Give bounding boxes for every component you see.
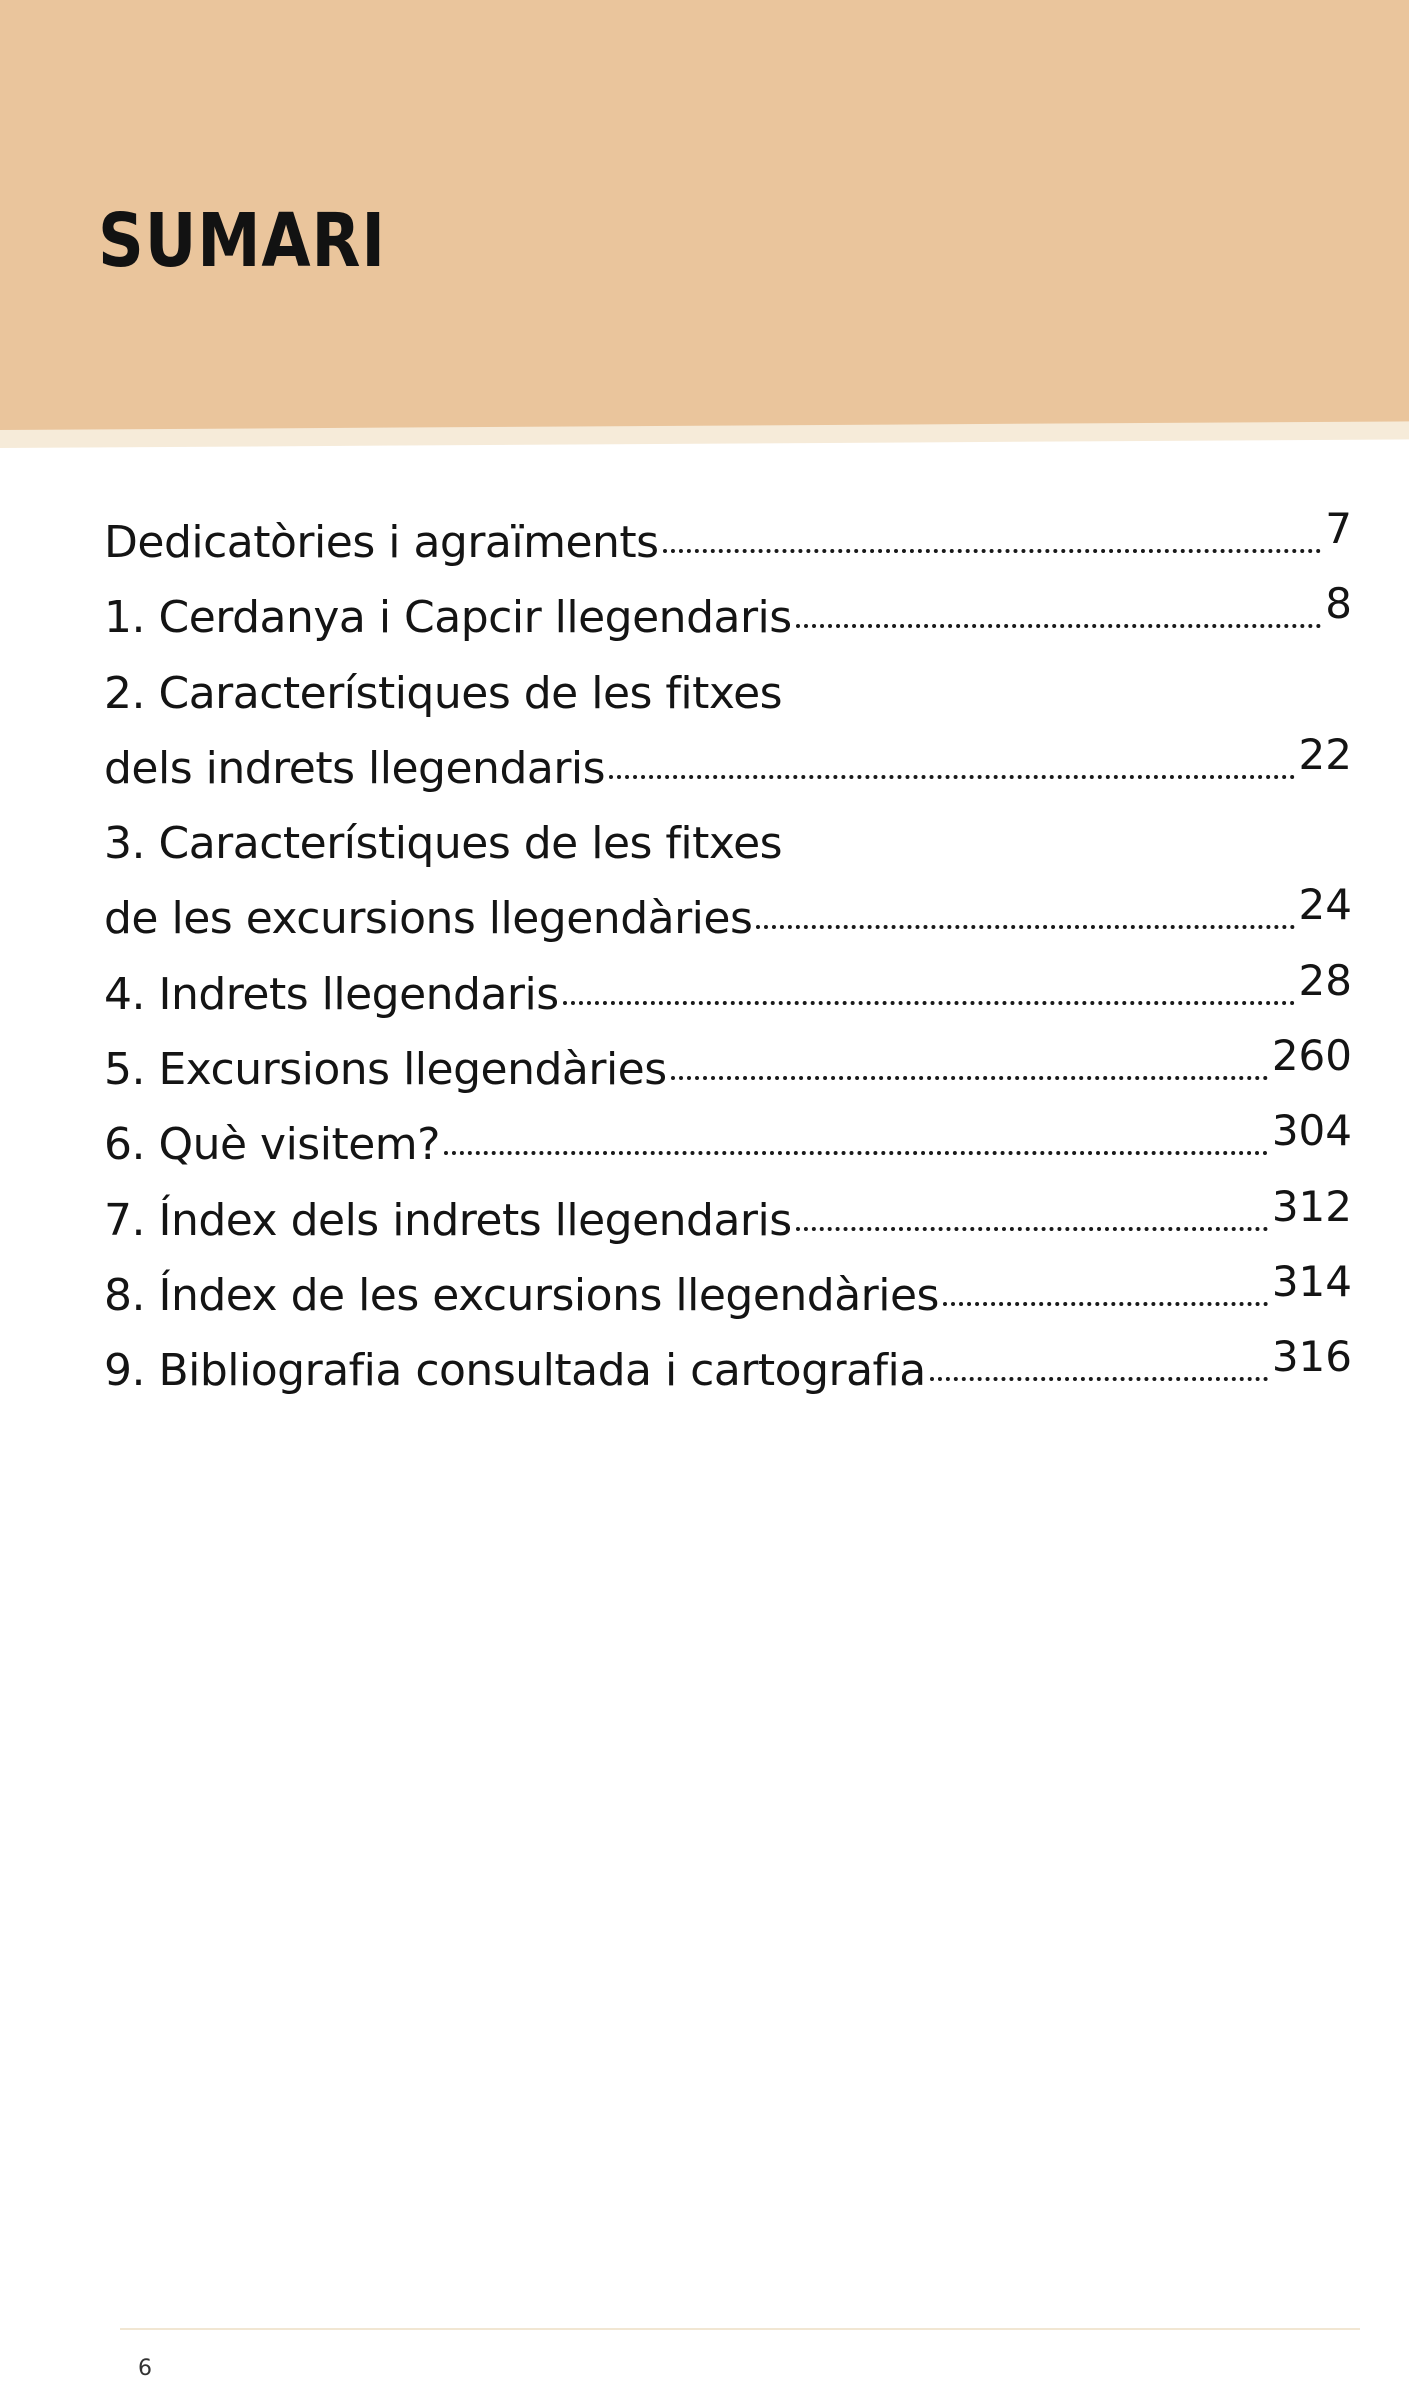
toc-entry-label: 7. Índex dels indrets llegendaris — [104, 1194, 792, 1246]
dot-leader — [444, 1151, 1268, 1155]
toc-entry-5[interactable] — [104, 1032, 1352, 1107]
toc-entry-3-line-2[interactable] — [104, 881, 1352, 956]
toc-entry-label: 1. Cerdanya i Capcir llegendaris — [104, 592, 792, 644]
dot-leader — [796, 1227, 1268, 1231]
toc-entry-7[interactable] — [104, 1183, 1352, 1258]
toc-entry-label: 9. Bibliografia consultada i cartografia — [104, 1345, 926, 1397]
toc-entry-3-line-1[interactable] — [104, 806, 1352, 881]
dot-leader — [663, 549, 1322, 553]
toc-page-number: 24 — [1298, 880, 1352, 930]
toc-entry-4[interactable] — [104, 957, 1352, 1032]
toc-entry-label: 3. Característiques de les fitxes — [104, 818, 783, 870]
page-title: SUMARI — [98, 198, 386, 284]
footer-divider — [120, 2328, 1360, 2330]
toc-entry-8[interactable] — [104, 1258, 1352, 1333]
toc-entry-2-line-2[interactable] — [104, 731, 1352, 806]
toc-entry-label: 4. Indrets llegendaris — [104, 968, 559, 1020]
toc-page-number: 8 — [1325, 579, 1352, 629]
dot-leader — [930, 1377, 1268, 1381]
toc-entry-label: 2. Característiques de les fitxes — [104, 667, 783, 719]
toc-entry-label: 8. Índex de les excursions llegendàries — [104, 1269, 939, 1321]
toc-page-number: 22 — [1298, 729, 1352, 779]
dot-leader — [943, 1302, 1268, 1306]
toc-page-number: 304 — [1271, 1106, 1352, 1156]
toc-entry-1[interactable] — [104, 580, 1352, 655]
toc-page-number: 316 — [1271, 1332, 1352, 1382]
footer-page-number: 6 — [138, 2356, 152, 2381]
toc-page-number: 28 — [1298, 955, 1352, 1005]
dot-leader — [796, 624, 1322, 628]
dot-leader — [609, 775, 1294, 779]
dot-leader — [671, 1076, 1268, 1080]
toc-entry-label: 5. Excursions llegendàries — [104, 1044, 667, 1096]
dot-leader — [563, 1001, 1295, 1005]
toc-entry-2-line-1[interactable] — [104, 656, 1352, 731]
toc-entry-label: Dedicatòries i agraïments — [104, 517, 659, 568]
toc-page-number: 312 — [1271, 1181, 1352, 1231]
dot-leader — [756, 925, 1294, 929]
toc-entry-9[interactable] — [104, 1333, 1352, 1408]
toc-entry-label: 6. Què visitem? — [104, 1119, 440, 1171]
toc-entry-dedicatories[interactable] — [104, 505, 1352, 580]
toc-entry-label: de les excursions llegendàries — [104, 893, 753, 945]
toc-page-number: 314 — [1271, 1256, 1352, 1306]
toc-entry-label: dels indrets llegendaris — [104, 742, 606, 794]
toc-page-number: 7 — [1325, 504, 1352, 553]
table-of-contents — [104, 505, 1352, 1409]
toc-entry-6[interactable] — [104, 1107, 1352, 1182]
toc-page-number: 260 — [1271, 1031, 1352, 1081]
